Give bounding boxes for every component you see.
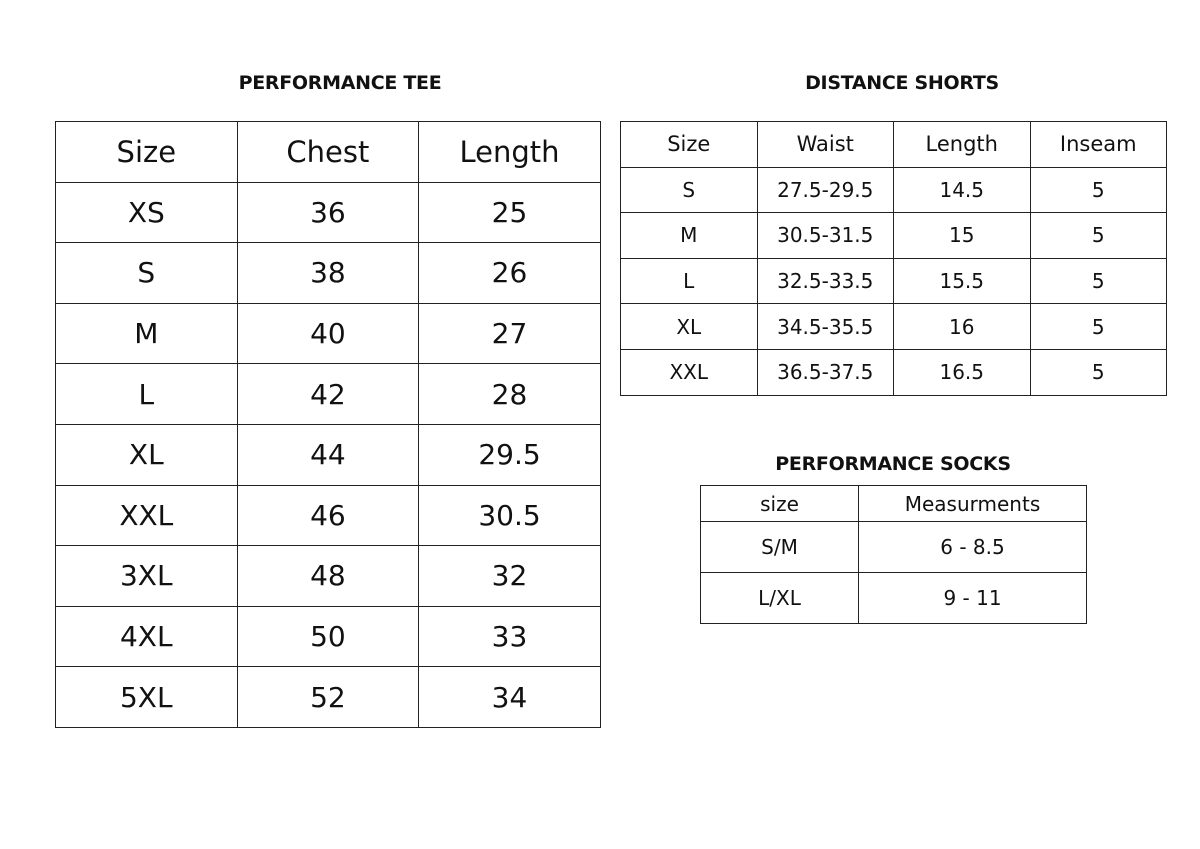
table-row (621, 304, 1167, 350)
length-cell: 32 (419, 546, 601, 607)
table-row (56, 606, 601, 667)
inseam-cell: 5 (1030, 304, 1167, 350)
length-cell: 30.5 (419, 485, 601, 546)
length-cell: 33 (419, 606, 601, 667)
table-header-row (621, 122, 1167, 168)
header-cell: Length (894, 122, 1031, 168)
waist-cell: 30.5-31.5 (757, 213, 894, 259)
length-cell: 26 (419, 243, 601, 304)
header-cell: Size (56, 122, 238, 183)
chest-cell: 42 (237, 364, 419, 425)
shorts-size-table (620, 121, 1167, 396)
measurement-cell: 9 - 11 (859, 573, 1087, 624)
table-row (56, 667, 601, 728)
socks-title: PERFORMANCE SOCKS (775, 453, 1011, 475)
waist-cell: 32.5-33.5 (757, 258, 894, 304)
chest-cell: 44 (237, 424, 419, 485)
size-cell: XXL (621, 349, 758, 395)
inseam-cell: 5 (1030, 349, 1167, 395)
length-cell: 15.5 (894, 258, 1031, 304)
table-row (56, 303, 601, 364)
header-cell: size (701, 486, 859, 522)
size-cell: XL (56, 424, 238, 485)
table-header-row (701, 486, 1087, 522)
size-cell: XL (621, 304, 758, 350)
header-cell: Length (419, 122, 601, 183)
tee-title: PERFORMANCE TEE (238, 72, 442, 94)
chest-cell: 52 (237, 667, 419, 728)
waist-cell: 36.5-37.5 (757, 349, 894, 395)
size-cell: S (621, 167, 758, 213)
chest-cell: 46 (237, 485, 419, 546)
length-cell: 34 (419, 667, 601, 728)
header-cell: Chest (237, 122, 419, 183)
measurement-cell: 6 - 8.5 (859, 522, 1087, 573)
waist-cell: 27.5-29.5 (757, 167, 894, 213)
size-cell: 3XL (56, 546, 238, 607)
inseam-cell: 5 (1030, 258, 1167, 304)
header-cell: Size (621, 122, 758, 168)
table-row (621, 349, 1167, 395)
table-row (701, 522, 1087, 573)
size-cell: L (56, 364, 238, 425)
length-cell: 16.5 (894, 349, 1031, 395)
size-cell: L (621, 258, 758, 304)
length-cell: 15 (894, 213, 1031, 259)
inseam-cell: 5 (1030, 167, 1167, 213)
table-header-row (56, 122, 601, 183)
size-cell: 5XL (56, 667, 238, 728)
chest-cell: 48 (237, 546, 419, 607)
header-cell: Inseam (1030, 122, 1167, 168)
waist-cell: 34.5-35.5 (757, 304, 894, 350)
size-cell: S/M (701, 522, 859, 573)
chest-cell: 36 (237, 182, 419, 243)
size-cell: M (56, 303, 238, 364)
table-row (56, 243, 601, 304)
length-cell: 28 (419, 364, 601, 425)
table-row (56, 424, 601, 485)
table-row (56, 546, 601, 607)
header-cell: Measurments (859, 486, 1087, 522)
length-cell: 29.5 (419, 424, 601, 485)
tee-size-table (55, 121, 601, 728)
header-cell: Waist (757, 122, 894, 168)
chest-cell: 40 (237, 303, 419, 364)
table-row (56, 182, 601, 243)
chest-cell: 38 (237, 243, 419, 304)
shorts-title: DISTANCE SHORTS (805, 72, 999, 94)
table-row (56, 485, 601, 546)
table-row (621, 213, 1167, 259)
length-cell: 16 (894, 304, 1031, 350)
length-cell: 25 (419, 182, 601, 243)
size-cell: XXL (56, 485, 238, 546)
socks-size-table (700, 485, 1087, 624)
table-row (621, 167, 1167, 213)
size-cell: S (56, 243, 238, 304)
size-cell: L/XL (701, 573, 859, 624)
chest-cell: 50 (237, 606, 419, 667)
length-cell: 27 (419, 303, 601, 364)
size-cell: 4XL (56, 606, 238, 667)
inseam-cell: 5 (1030, 213, 1167, 259)
table-row (621, 258, 1167, 304)
table-row (56, 364, 601, 425)
size-cell: XS (56, 182, 238, 243)
length-cell: 14.5 (894, 167, 1031, 213)
table-row (701, 573, 1087, 624)
size-cell: M (621, 213, 758, 259)
